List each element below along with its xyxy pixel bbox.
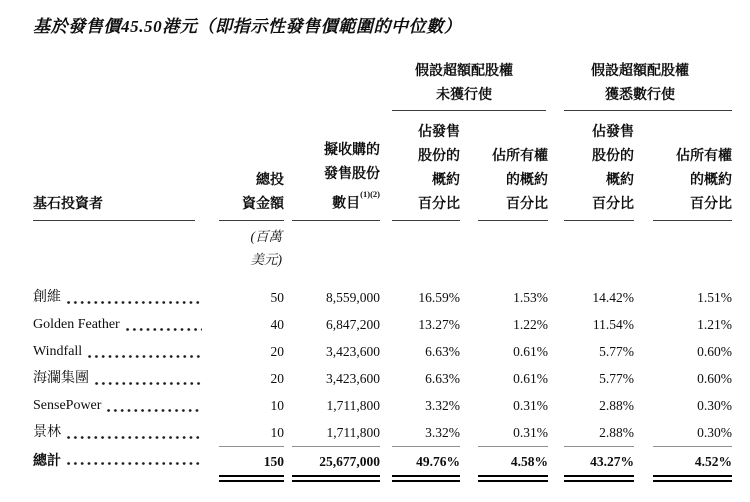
pct-offer-no-exercise: 16.59% — [418, 290, 460, 305]
units-row — [33, 221, 732, 271]
table-row — [33, 338, 732, 365]
pct-offer-no-exercise: 3.32% — [425, 425, 460, 440]
investment-amount: 50 — [270, 290, 284, 305]
pct-ownership-full-exercise: 1.51% — [697, 290, 732, 305]
investment-amount: 10 — [270, 425, 284, 440]
investor-name: 景林 — [33, 425, 61, 440]
dot-leader — [67, 284, 202, 311]
shares-number: 6,847,200 — [326, 317, 380, 332]
double-rule — [653, 475, 732, 482]
total-pct-ownership-no-exercise: 4.58% — [478, 446, 548, 472]
dot-leader — [88, 338, 202, 365]
total-row — [33, 446, 732, 482]
pct-ownership-full-exercise: 0.60% — [697, 344, 732, 359]
total-pct-ownership-full-exercise: 4.52% — [653, 446, 732, 472]
pct-ownership-no-exercise: 1.53% — [513, 290, 548, 305]
footnote-marker: (1)(2) — [360, 189, 380, 200]
double-rule — [219, 475, 284, 482]
pct-offer-full-exercise: 14.42% — [592, 290, 634, 305]
pct-ownership-no-exercise: 0.31% — [513, 425, 548, 440]
column-header-investment: 總投 資金額 — [205, 111, 284, 221]
shares-number: 8,559,000 — [326, 290, 380, 305]
column-header-investor: 基石投資者 — [33, 111, 205, 221]
double-rule — [292, 475, 380, 482]
dot-leader — [126, 311, 202, 338]
column-header-row — [33, 111, 732, 221]
double-rule — [564, 475, 634, 482]
table-row — [33, 271, 732, 311]
group-header-line: 未獲行使 — [436, 88, 492, 103]
table-row — [33, 419, 732, 446]
total-pct-offer-no-exercise: 49.76% — [392, 446, 460, 472]
dot-leader — [107, 392, 202, 419]
investment-unit-label: (百萬 美元) — [250, 229, 282, 267]
pct-ownership-full-exercise: 1.21% — [697, 317, 732, 332]
pct-ownership-no-exercise: 0.61% — [513, 371, 548, 386]
pct-ownership-no-exercise: 1.22% — [513, 317, 548, 332]
pct-offer-no-exercise: 3.32% — [425, 398, 460, 413]
investment-amount: 10 — [270, 398, 284, 413]
pct-offer-no-exercise: 13.27% — [418, 317, 460, 332]
investment-amount: 20 — [270, 371, 284, 386]
pct-ownership-full-exercise: 0.30% — [697, 425, 732, 440]
shares-number: 3,423,600 — [326, 371, 380, 386]
pct-ownership-no-exercise: 0.61% — [513, 344, 548, 359]
investor-name: SensePower — [33, 398, 102, 413]
investor-name: Golden Feather — [33, 317, 120, 332]
dot-leader — [67, 419, 202, 446]
shares-number: 1,711,800 — [326, 398, 380, 413]
total-shares: 25,677,000 — [292, 446, 380, 472]
page-title: 基於發售價45.50港元（即指示性發售價範圍的中位數） — [33, 17, 462, 36]
investor-name: 創維 — [33, 290, 61, 305]
pct-offer-no-exercise: 6.63% — [425, 371, 460, 386]
investor-name: Windfall — [33, 344, 83, 359]
group-header-line: 假設超額配股權 — [415, 64, 513, 79]
pct-offer-full-exercise: 2.88% — [599, 398, 634, 413]
pct-offer-full-exercise: 5.77% — [599, 371, 634, 386]
double-rule — [392, 475, 460, 482]
pct-ownership-full-exercise: 0.30% — [697, 398, 732, 413]
shares-number: 1,711,800 — [326, 425, 380, 440]
pct-ownership-no-exercise: 0.31% — [513, 398, 548, 413]
dot-leader — [67, 452, 202, 472]
column-header-pct-own-no: 佔所有權 的概約 百分比 — [460, 111, 548, 221]
investment-amount: 40 — [270, 317, 284, 332]
cornerstone-investors-table — [33, 60, 732, 482]
column-header-pct-own-full: 佔所有權 的概約 百分比 — [634, 111, 732, 221]
total-label: 總計 — [33, 454, 61, 470]
shares-number: 3,423,600 — [326, 344, 380, 359]
group-header-line: 假設超額配股權 — [591, 64, 689, 79]
pct-offer-full-exercise: 5.77% — [599, 344, 634, 359]
pct-offer-full-exercise: 2.88% — [599, 425, 634, 440]
table-row — [33, 311, 732, 338]
group-header-full-exercise — [548, 60, 732, 111]
double-rule — [478, 475, 548, 482]
total-pct-offer-full-exercise: 43.27% — [564, 446, 634, 472]
group-header-row — [33, 60, 732, 111]
investor-name: 海瀾集團 — [33, 371, 89, 386]
table-row — [33, 392, 732, 419]
pct-offer-full-exercise: 11.54% — [592, 317, 634, 332]
pct-ownership-full-exercise: 0.60% — [697, 371, 732, 386]
table-row — [33, 365, 732, 392]
investment-amount: 20 — [270, 344, 284, 359]
pct-offer-no-exercise: 6.63% — [425, 344, 460, 359]
column-header-pct-offer-no: 佔發售 股份的 概約 百分比 — [380, 111, 460, 221]
group-header-no-exercise — [380, 60, 548, 111]
total-investment: 150 — [219, 446, 284, 472]
column-header-shares: 擬收購的 發售股份 數目$^{(1)(2)}$ — [284, 111, 380, 221]
dot-leader — [95, 365, 202, 392]
group-header-line: 獲悉數行使 — [605, 88, 675, 103]
column-header-pct-offer-full: 佔發售 股份的 概約 百分比 — [548, 111, 634, 221]
